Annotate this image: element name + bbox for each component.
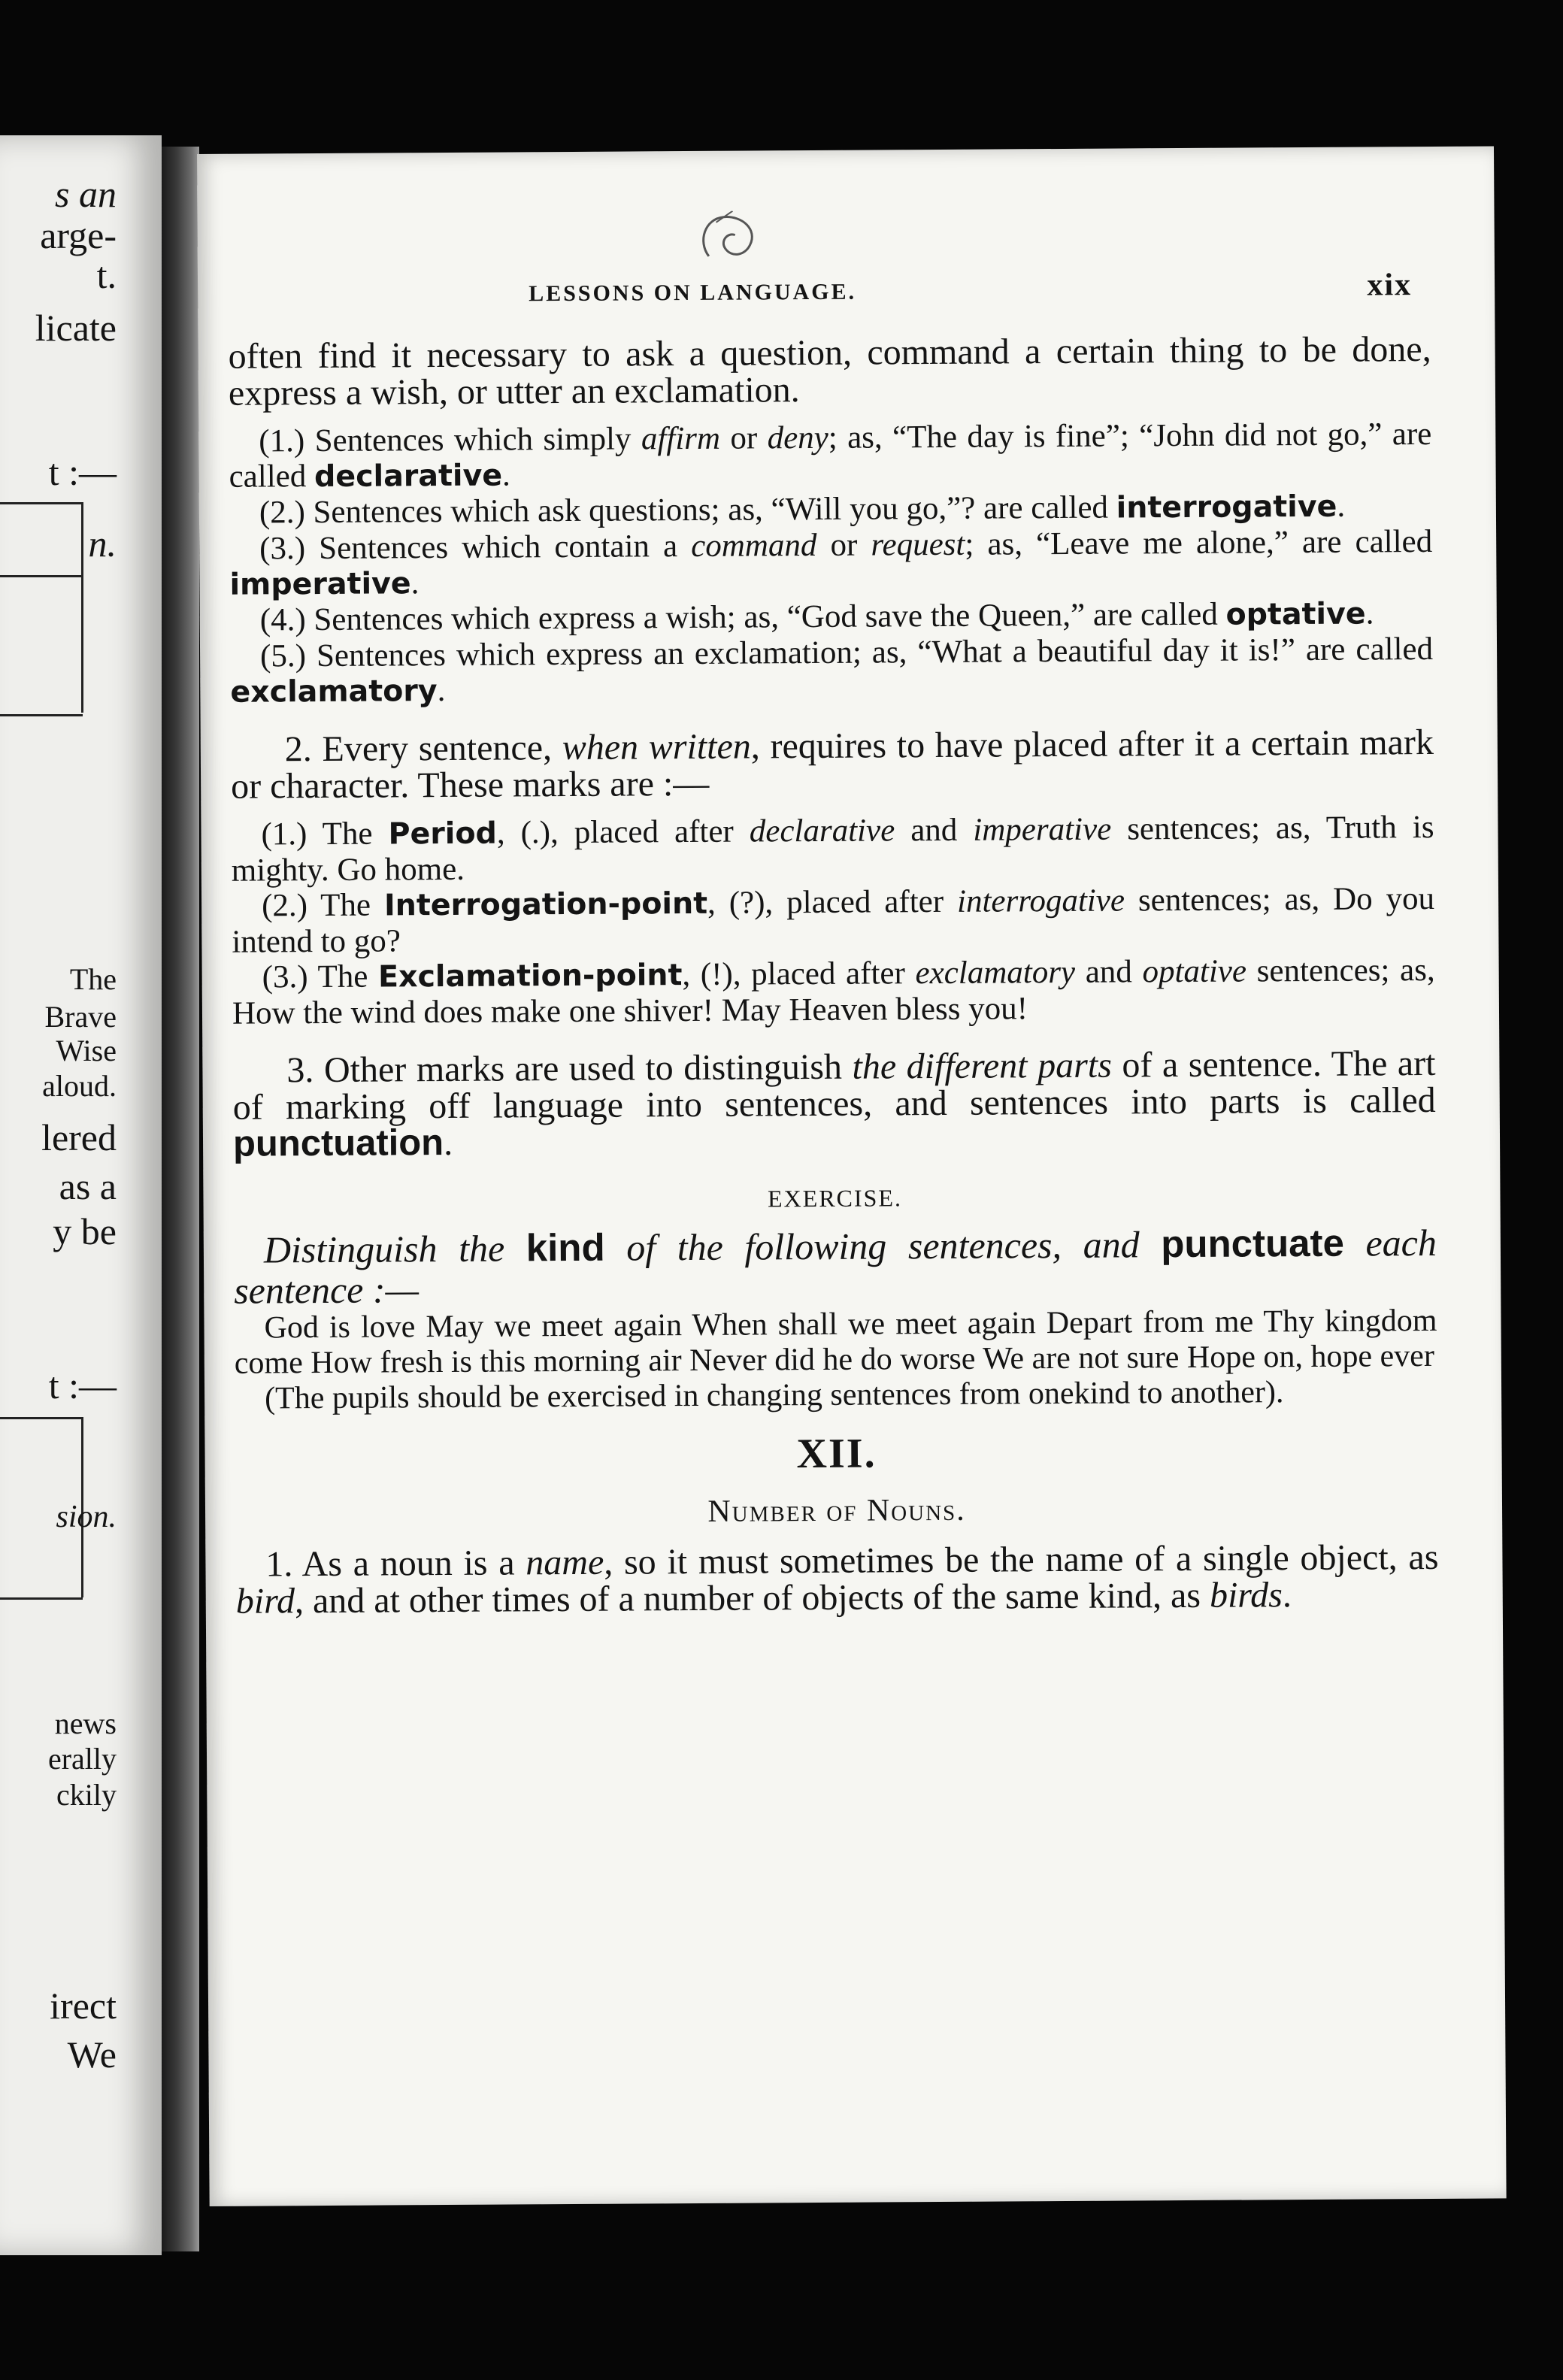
term-bold: Period: [388, 816, 498, 852]
item-emphasis: deny: [767, 419, 828, 456]
item-text: sentences; as, Truth is mighty. Go home.: [231, 809, 1434, 889]
chapter-numeral: XII.: [796, 1430, 877, 1478]
section-emphasis: when written: [562, 726, 751, 768]
facing-rule: [0, 1417, 83, 1419]
item-text: , (.), placed after: [496, 813, 750, 851]
facing-line: Wise: [56, 1034, 117, 1067]
item-text: The: [322, 816, 389, 852]
item-emphasis: interrogative: [956, 883, 1125, 919]
term-bold: imperative: [229, 566, 411, 602]
kind-item-imperative: [229, 524, 1433, 603]
item-text: Sentences which contain a: [319, 528, 692, 567]
section-text: Every sentence,: [322, 728, 562, 769]
instruction-text: Distinguish the: [263, 1227, 526, 1271]
section-emphasis: bird: [235, 1581, 295, 1621]
item-text: sentences; as, Do you intend to go?: [232, 880, 1435, 960]
item-emphasis: request: [871, 526, 965, 563]
term-bold: optative: [1225, 596, 1366, 632]
facing-rule: [0, 714, 83, 716]
facing-line: as a: [59, 1165, 117, 1207]
facing-line: arge-: [40, 214, 117, 256]
facing-line: lered: [41, 1116, 117, 1158]
mark-item-period: [231, 810, 1434, 889]
facing-line: t :—: [48, 451, 117, 493]
section-text: of a sentence. The art of marking off language into sentences, and sentences into parts is called: [232, 1043, 1436, 1128]
item-number: (5.): [259, 638, 307, 674]
item-text: The: [320, 887, 385, 924]
facing-line: irect: [50, 1985, 117, 2027]
item-number: (3.): [262, 959, 308, 995]
item-number: (4.): [259, 602, 306, 638]
running-head: LESSONS ON LANGUAGE.: [529, 279, 857, 307]
instruction-bold: kind: [526, 1225, 605, 1270]
item-number: (1.): [259, 423, 305, 459]
facing-line: s an: [55, 173, 117, 215]
mark-item-interrogation-point: [232, 881, 1435, 960]
facing-line: licate: [35, 307, 117, 349]
item-text: , (?), placed after: [707, 883, 958, 921]
item-text: The: [317, 958, 379, 995]
term-bold: punctuation: [232, 1122, 444, 1164]
item-text: or: [816, 527, 871, 563]
item-text: .: [410, 565, 420, 601]
facing-line: ckily: [56, 1778, 117, 1812]
item-number: (1.): [261, 816, 307, 852]
facing-line: news: [54, 1706, 117, 1740]
item-emphasis: exclamatory: [915, 954, 1076, 992]
facing-rule: [0, 502, 83, 504]
page-number: xix: [1367, 268, 1413, 303]
facing-rule: [0, 1597, 83, 1600]
item-text: .: [1365, 595, 1374, 631]
chapter-paragraph: [235, 1539, 1439, 1620]
facing-line: sion.: [56, 1500, 117, 1534]
facing-line: The: [69, 962, 117, 996]
section-number: 3.: [286, 1050, 314, 1091]
section-text: .: [443, 1122, 453, 1164]
kind-item-exclamatory: [230, 631, 1434, 710]
exercise-heading: EXERCISE.: [767, 1184, 903, 1213]
item-emphasis: command: [691, 527, 817, 564]
section-text: , so it must sometimes be the name of a single object, as: [604, 1537, 1439, 1582]
facing-line: erally: [47, 1742, 117, 1776]
item-text: and: [1074, 954, 1143, 990]
term-bold: declarative: [314, 458, 503, 495]
facing-line: aloud.: [42, 1069, 117, 1103]
item-text: , (!), placed after: [682, 955, 916, 993]
instruction-text: each sentence :—: [234, 1221, 1437, 1312]
facing-line: t.: [96, 254, 117, 296]
book-page: [197, 146, 1507, 2206]
facing-line: n.: [88, 522, 117, 565]
instruction-text: of the following sentences, and: [604, 1223, 1162, 1269]
section-text: Other marks are used to distinguish: [323, 1046, 853, 1090]
term-bold: Interrogation-point: [383, 886, 708, 923]
section-text: .: [1282, 1575, 1292, 1615]
item-emphasis: affirm: [641, 420, 721, 457]
section-3-paragraph: [232, 1045, 1436, 1163]
intro-paragraph: often find it necessary to ask a question, command a certain thing to be done, express a wish, or utter an exclamation.: [228, 329, 1431, 413]
item-text: .: [437, 672, 446, 709]
facing-line: t :—: [48, 1364, 117, 1407]
term-bold: interrogative: [1116, 489, 1337, 525]
item-text: .: [1337, 488, 1346, 524]
section-emphasis: name: [526, 1542, 604, 1583]
item-text: ; as, “The day is fine”; “John did not go,” are called: [229, 416, 1432, 495]
book-gutter: [162, 147, 199, 2251]
exercise-instruction: [234, 1222, 1437, 1311]
item-number: (3.): [259, 531, 306, 567]
item-emphasis: optative: [1142, 953, 1247, 990]
instruction-bold: punctuate: [1161, 1221, 1345, 1266]
section-number: 2.: [284, 729, 313, 770]
chapter-title: Number of Nouns.: [707, 1492, 966, 1529]
item-number: (2.): [261, 888, 308, 924]
section-emphasis: the different parts: [852, 1045, 1112, 1087]
item-text: .: [501, 457, 510, 493]
section-text: , and at other times of a number of objects of the same kind, as: [294, 1575, 1210, 1621]
item-text: and: [895, 812, 974, 849]
section-text: , requires to have placed after it a certain mark or character. These marks are :—: [230, 722, 1434, 807]
item-emphasis: declarative: [749, 813, 895, 849]
item-text: Sentences which express a wish; as, “God save the Queen,” are called: [314, 596, 1226, 638]
facing-line: Brave: [44, 1000, 117, 1034]
kind-item-declarative: [229, 416, 1432, 495]
item-text: or: [719, 420, 768, 456]
item-text: Sentences which express an exclamation; as, “What a beautiful day it is!” are called: [316, 631, 1434, 674]
item-emphasis: imperative: [973, 811, 1112, 848]
section-2-paragraph: [231, 724, 1434, 805]
section-emphasis: birds: [1209, 1575, 1283, 1615]
item-text: ; as, “Leave me alone,” are called: [965, 523, 1433, 562]
section-text: As a noun is a: [301, 1543, 526, 1585]
facing-rule: [0, 575, 83, 577]
facing-page-fragment: [0, 135, 162, 2255]
section-number: 1.: [265, 1544, 293, 1585]
item-text: Sentences which ask questions; as, “Will you go,”? are called: [313, 489, 1116, 531]
facing-line: We: [67, 2033, 117, 2076]
facing-line: y be: [53, 1210, 117, 1252]
facing-rule: [81, 502, 83, 713]
mark-item-exclamation-point: [232, 952, 1436, 1031]
library-stamp-icon: [693, 210, 761, 271]
item-text: Sentences which simply: [314, 421, 642, 459]
item-number: (2.): [259, 495, 305, 531]
item-text: sentences; as, How the wind does make one shiver! May Heaven bless you!: [232, 952, 1435, 1031]
exercise-sentences: God is love May we meet again When shall we meet again Depart from me Thy kingdom come How fresh is this morning air Never did he do worse We are not sure Hope on, hope ever: [234, 1303, 1437, 1381]
term-bold: Exclamation-point: [377, 958, 683, 995]
exercise-note: (The pupils should be exercised in changing sentences from onekind to another).: [264, 1375, 1284, 1416]
term-bold: exclamatory: [230, 674, 438, 710]
page-body: [228, 331, 1438, 1620]
